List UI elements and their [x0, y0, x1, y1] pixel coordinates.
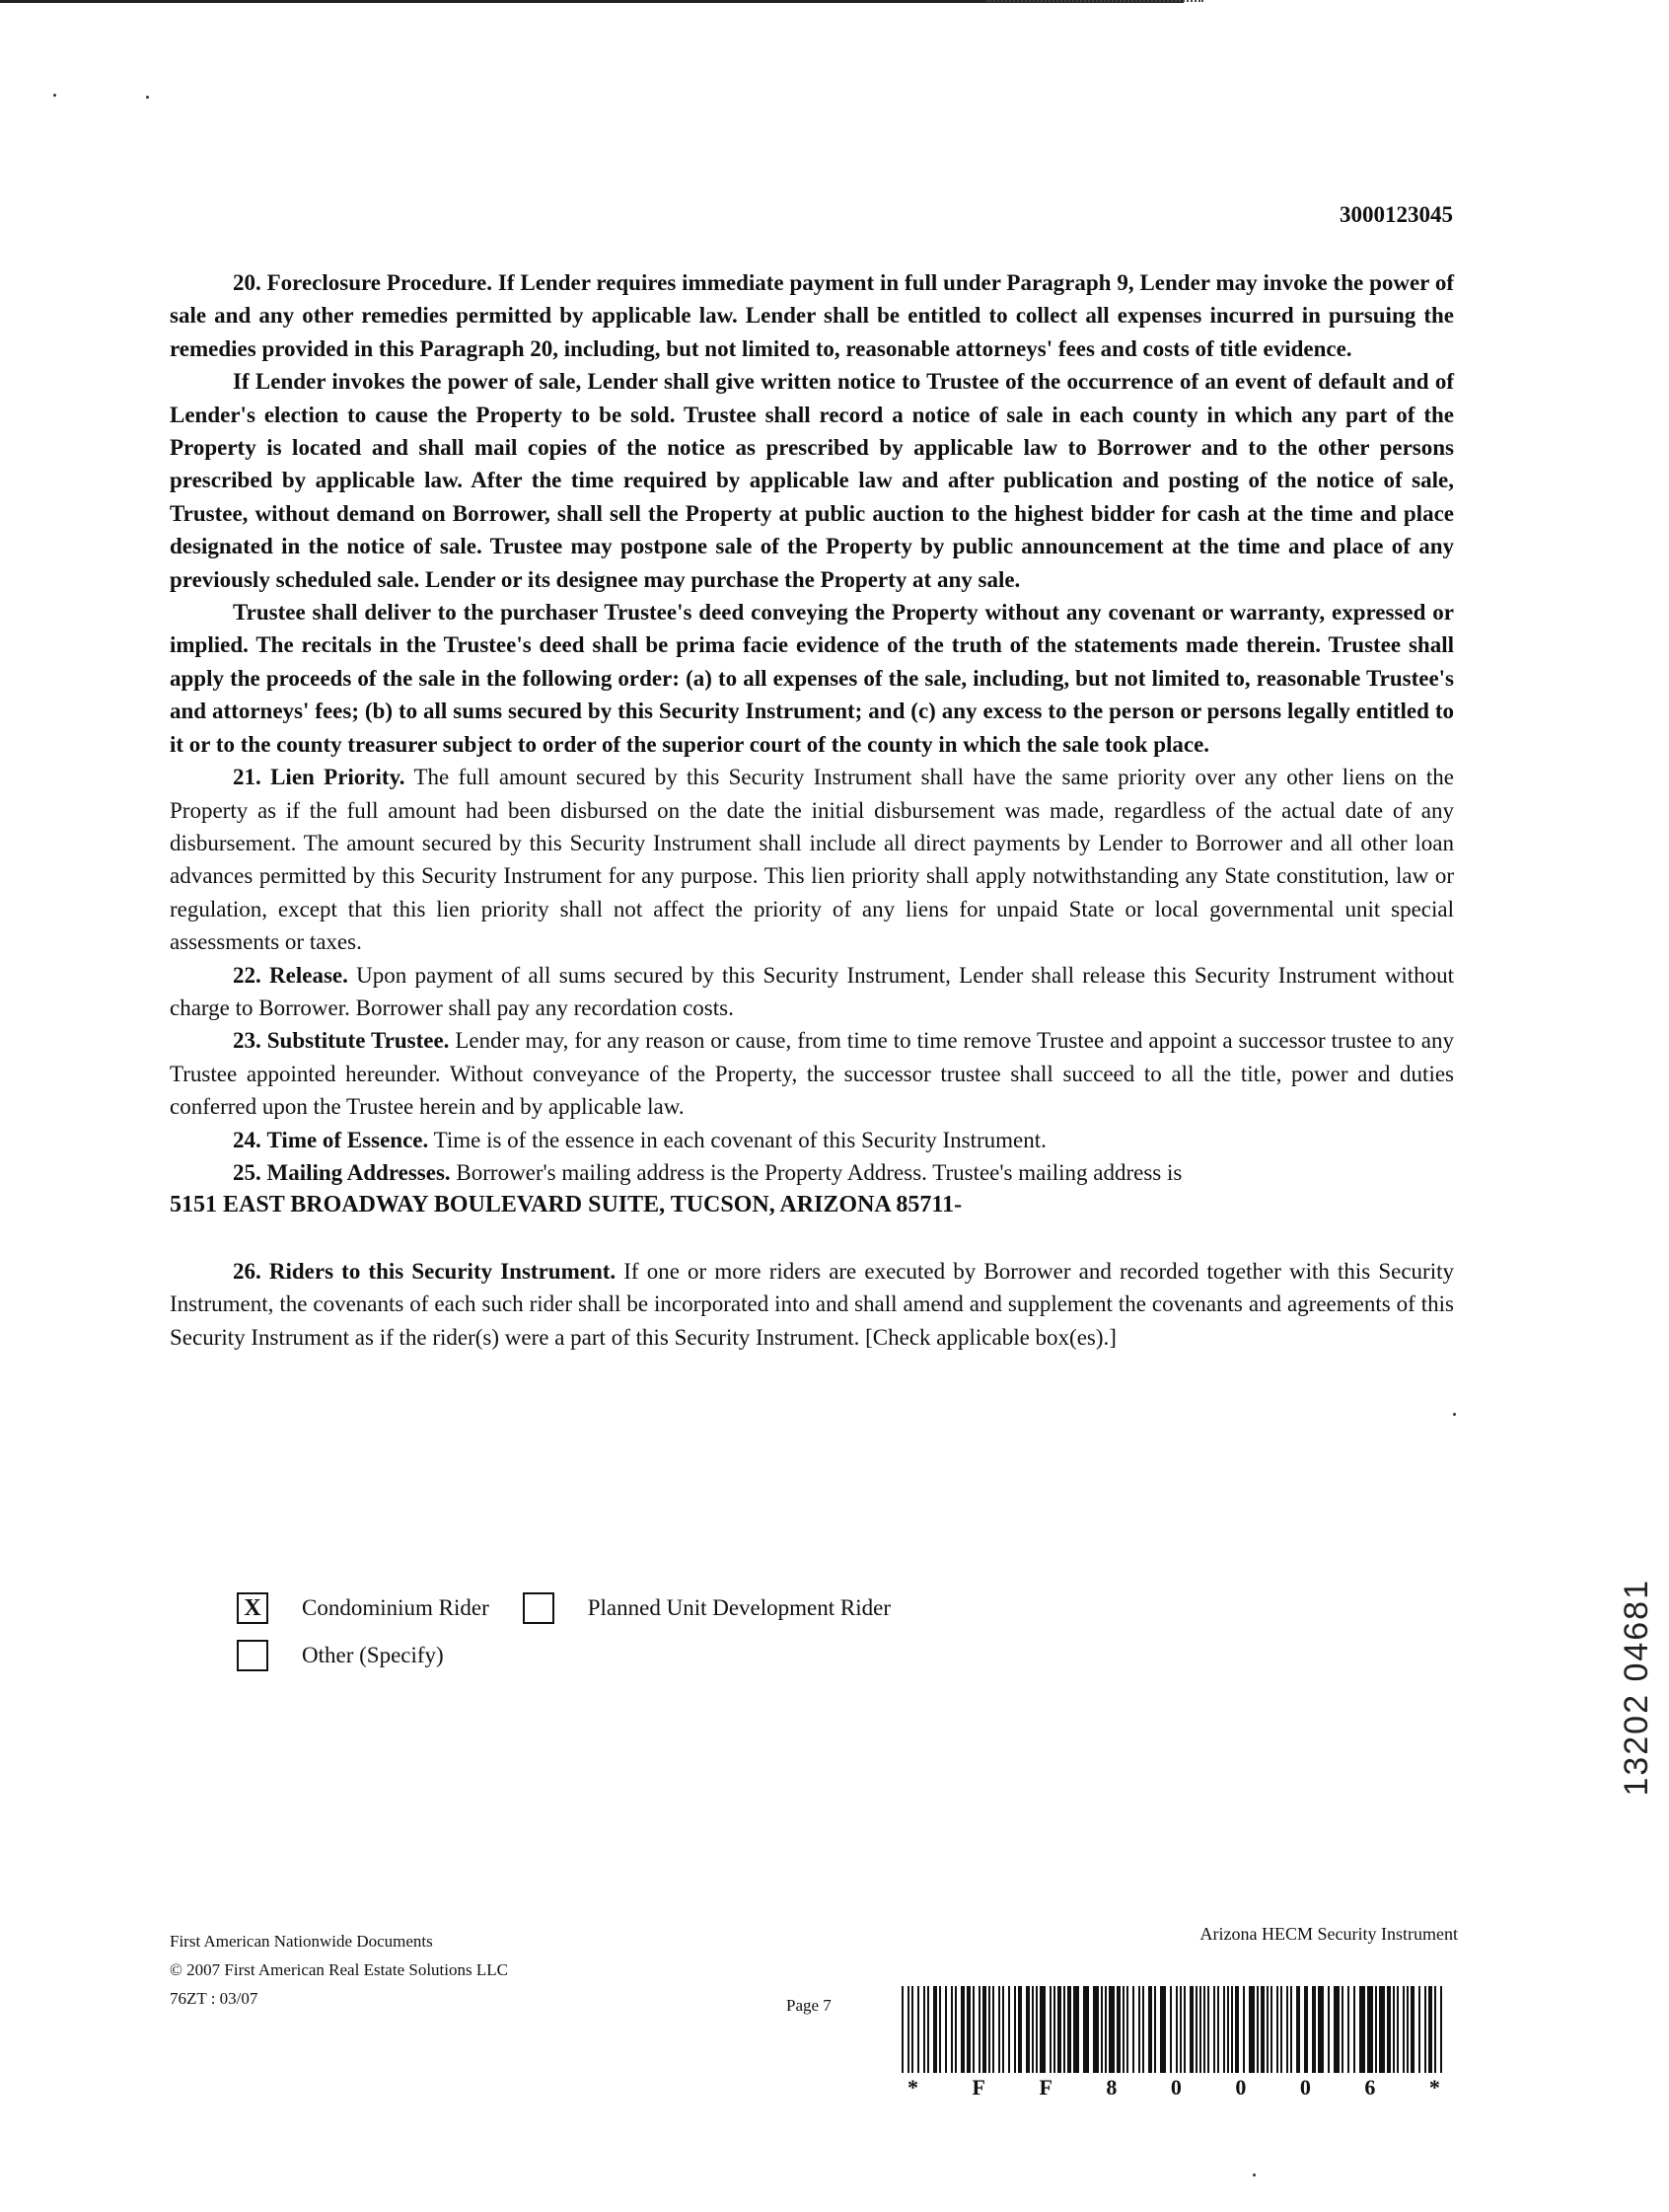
barcode-bar [1014, 1986, 1016, 2073]
barcode-bar [1040, 1986, 1046, 2073]
footer-publisher: First American Nationwide Documents [170, 1932, 433, 1951]
barcode-bar [1184, 1986, 1186, 2073]
barcode-bar [1057, 1986, 1061, 2073]
planned-unit-development-rider-checkbox[interactable] [523, 1592, 554, 1624]
barcode-bar [1207, 1986, 1209, 2073]
paragraph-heading: Foreclosure Procedure. [266, 270, 492, 295]
barcode-bar [911, 1986, 913, 2073]
barcode-bar [1199, 1986, 1201, 2073]
barcode-bar [1180, 1986, 1182, 2073]
document-body [170, 266, 1454, 1354]
barcode-bar [1132, 1986, 1134, 2073]
barcode-bar [961, 1986, 965, 2073]
barcode-bar [1138, 1986, 1140, 2073]
barcode-bar [1387, 1986, 1391, 2073]
barcode-bar [1342, 1986, 1343, 2073]
barcode-bar [1160, 1986, 1166, 2073]
paragraph-20 [170, 266, 1454, 365]
barcode-bar [1428, 1986, 1432, 2073]
paragraph-20-sale: If Lender invokes the power of sale, Lender shall give written notice to Trustee of the occurrence of an event of default and of Lender's election to cause the Property to be sold. Trustee shall record a notice of sale in each county in which any part of the Property is located and shall mail copies of the notice as prescribed by applicable law to Borrower and to the other persons prescribed by applicable law. After the time required by applicable law and after publication and posting of the notice of sale, Trustee, without demand on Borrower, shall sell the Property at public auction to the highest bidder for cash at the time and place designated in the notice of sale. Trustee may postpone sale of the Property by public announcement at the time and place of any previously scheduled sale. Lender or its designee may purchase the Property at any sale. [170, 369, 1454, 592]
barcode-bar [1036, 1986, 1038, 2073]
barcode-bar [923, 1986, 925, 2073]
barcode-bar [1243, 1986, 1245, 2073]
barcode-bar [992, 1986, 994, 2073]
barcode-bar [973, 1986, 975, 2073]
paragraph-text: If Lender requires immediate payment in full under Paragraph 9, Lender may invoke the power of sale and any other remedies permitted by applicable law. Lender shall be entitled to collect all expenses incurred in pursuing the remedies provided in this Paragraph 20, including, but not limited to, reasonable attorneys' fees and costs of title evidence. [170, 270, 1455, 361]
barcode-bar [1083, 1986, 1089, 2073]
barcode-bar [955, 1986, 957, 2073]
barcode [898, 1986, 1450, 2101]
paragraph-number: 20. [233, 270, 261, 295]
rider-checkboxes [237, 1585, 924, 1679]
barcode-bar [933, 1986, 937, 2073]
barcode-bar [1170, 1986, 1172, 2073]
barcode-bar [1249, 1986, 1255, 2073]
barcode-bar [927, 1986, 929, 2073]
barcode-bar [1008, 1986, 1010, 2073]
scan-speck [1453, 1413, 1456, 1416]
barcode-bar [907, 1986, 909, 2073]
condominium-rider-checkbox[interactable]: X [237, 1592, 268, 1624]
barcode-char: 8 [1106, 2075, 1118, 2100]
barcode-bar [1347, 1986, 1349, 2073]
footer-publisher-block [170, 1927, 508, 2013]
barcode-bar [1359, 1986, 1365, 2073]
barcode-bar [982, 1986, 986, 2073]
barcode-bar [1290, 1986, 1292, 2073]
barcode-bar [1227, 1986, 1229, 2073]
paragraph-number: 24. [233, 1127, 261, 1152]
barcode-bar [1063, 1986, 1065, 2073]
footer-form-title: Arizona HECM Security Instrument [1199, 1924, 1458, 1944]
barcode-bar [1126, 1986, 1128, 2073]
footer-copyright: © 2007 First American Real Estate Solutions LLC [170, 1960, 508, 1979]
barcode-bar [1257, 1986, 1259, 2073]
barcode-char: 0 [1170, 2075, 1182, 2100]
barcode-bar [1424, 1986, 1426, 2073]
barcode-bar [1231, 1986, 1233, 2073]
barcode-bar [1196, 1986, 1197, 2073]
paragraph-number: 23. [233, 1028, 261, 1054]
barcode-caption [898, 2075, 1450, 2101]
trustee-mailing-address: 5151 EAST BROADWAY BOULEVARD SUITE, TUCSON, ARIZONA 85711- [170, 1192, 963, 1218]
barcode-bar [1334, 1986, 1340, 2073]
barcode-bar [1213, 1986, 1215, 2073]
barcode-bar [1440, 1986, 1442, 2073]
paragraph-24 [170, 1124, 1454, 1156]
other-rider-checkbox[interactable] [237, 1640, 268, 1671]
recording-stamp: 13202 04681 [1618, 1579, 1655, 1797]
paragraph-heading: Mailing Addresses. [266, 1159, 451, 1185]
barcode-bar [1050, 1986, 1052, 2073]
paragraph-number: 25. [233, 1159, 261, 1185]
paragraph-heading: Release. [269, 962, 348, 988]
barcode-bar [1067, 1986, 1071, 2073]
paragraph-number: 22. [233, 962, 261, 988]
barcode-bar [1367, 1986, 1373, 2073]
paragraph-heading: Time of Essence. [266, 1127, 429, 1152]
barcode-bar [1375, 1986, 1377, 2073]
paragraph-number: 21. [233, 765, 261, 790]
barcode-bar [1123, 1986, 1125, 2073]
barcode-bar [1190, 1986, 1194, 2073]
barcode-bar [1353, 1986, 1355, 2073]
barcode-bar [1411, 1986, 1415, 2073]
barcode-bar [1142, 1986, 1144, 2073]
paragraph-heading: Lien Priority. [270, 765, 405, 790]
paragraph-20-deed: Trustee shall deliver to the purchaser Trustee's deed conveying the Property without any covenant or warranty, expressed or implied. The recitals in the Trustee's deed shall be prima facie evidence of the truth of the statements made therein. Trustee shall apply the proceeds of the sale in the following order: (a) to all expenses of the sale, including, but not limited to, reasonable Trustee's and attorneys' fees; (b) to all sums secured by this Security Instrument; and (c) any excess to the person or persons legally entitled to it or to the county treasurer subject to order of the superior court of the county in which the sale took place. [170, 600, 1454, 757]
barcode-bar [1270, 1986, 1272, 2073]
barcode-bar [967, 1986, 971, 2073]
barcode-bar [1176, 1986, 1178, 2073]
paragraph-heading: Riders to this Security Instrument. [268, 1258, 617, 1284]
barcode-bar [1203, 1986, 1205, 2073]
barcode-bar [1093, 1986, 1099, 2073]
barcode-char: 0 [1299, 2075, 1311, 2100]
barcode-bar [1109, 1986, 1115, 2073]
barcode-bar [1379, 1986, 1385, 2073]
barcode-bar [1304, 1986, 1308, 2073]
condominium-rider-label: Condominium Rider [302, 1595, 489, 1620]
barcode-bar [1267, 1986, 1269, 2073]
barcode-bar [1154, 1986, 1156, 2073]
footer-form-code: 76ZT : 03/07 [170, 1989, 258, 2008]
paragraph-25 [170, 1156, 1454, 1189]
rider-row [237, 1632, 924, 1679]
barcode-bar [1286, 1986, 1288, 2073]
barcode-char: * [1428, 2075, 1440, 2100]
barcode-bar [1318, 1986, 1324, 2073]
barcode-bar [1053, 1986, 1055, 2073]
paragraph-text: The full amount secured by this Security Instrument shall have the same priority over any other liens on the Property as if the full amount had been disbursed on the date the initial disbursement was made, regardless of the actual date of any disbursement. The amount secured by this Security Instrument shall include all direct payments by Lender to Borrower and all other loan advances permitted by this Security Instrument for any purpose. This lien priority shall apply notwithstanding any State constitution, law or regulation, except that this lien priority shall not affect the priority of any liens for unpaid State or local governmental unit special assessments or taxes. [170, 765, 1455, 955]
scan-speck [53, 94, 56, 97]
barcode-bar [1434, 1986, 1436, 2073]
barcode-bar [1328, 1986, 1330, 2073]
barcode-bar [1101, 1986, 1103, 2073]
other-rider-label: Other (Specify) [302, 1643, 444, 1667]
paragraph-21 [170, 761, 1454, 958]
barcode-bar [1148, 1986, 1152, 2073]
barcode-bar [902, 1986, 904, 2073]
barcode-bar [945, 1986, 947, 2073]
barcode-char: 0 [1235, 2075, 1247, 2100]
paragraph-text: Upon payment of all sums secured by this Security Instrument, Lender shall release this Security Instrument without charge to Borrower. Borrower shall pay any recordation costs. [170, 962, 1455, 1020]
barcode-char: * [907, 2075, 918, 2100]
barcode-bars [898, 1986, 1450, 2073]
paragraph-22 [170, 959, 1454, 1025]
barcode-char: F [1039, 2075, 1052, 2100]
barcode-bar [1276, 1986, 1278, 2073]
barcode-bar [998, 1986, 1000, 2073]
barcode-bar [1223, 1986, 1225, 2073]
barcode-bar [939, 1986, 941, 2073]
paragraph-heading: Substitute Trustee. [266, 1028, 450, 1054]
barcode-bar [1407, 1986, 1409, 2073]
paragraph-number: 26. [233, 1258, 261, 1284]
paragraph-23 [170, 1024, 1454, 1123]
barcode-bar [1217, 1986, 1219, 2073]
barcode-bar [951, 1986, 953, 2073]
barcode-bar [1105, 1986, 1107, 2073]
paragraph-text: Borrower's mailing address is the Property Address. Trustee's mailing address is [450, 1159, 1183, 1185]
barcode-bar [1403, 1986, 1405, 2073]
planned-unit-development-rider-label: Planned Unit Development Rider [587, 1595, 891, 1620]
paragraph-26 [170, 1255, 1454, 1354]
barcode-bar [917, 1986, 919, 2073]
footer-page-number: Page 7 [786, 1996, 832, 2015]
scan-speck [146, 96, 149, 99]
barcode-bar [1117, 1986, 1121, 2073]
barcode-char: 6 [1364, 2075, 1376, 2100]
paragraph-text: Lender may, for any reason or cause, from time to time remove Trustee and appoint a successor trustee to any Trustee appointed hereunder. Without conveyance of the Property, the successor trustee shall succeed to all the title, power and duties conferred upon the Trustee herein and by applicable law. [170, 1028, 1454, 1120]
barcode-bar [1018, 1986, 1022, 2073]
barcode-bar [1393, 1986, 1395, 2073]
barcode-bar [1296, 1986, 1300, 2073]
paragraph-text: Time is of the essence in each covenant of this Security Instrument. [428, 1127, 1047, 1152]
scan-speck [1253, 2174, 1256, 2176]
spacer [170, 1222, 1454, 1255]
barcode-bar [1261, 1986, 1265, 2073]
barcode-bar [1397, 1986, 1399, 2073]
barcode-bar [1073, 1986, 1079, 2073]
barcode-bar [1312, 1986, 1316, 2073]
scan-top-border-dotted [986, 0, 1203, 4]
barcode-bar [979, 1986, 980, 2073]
loan-number: 3000123045 [1340, 202, 1453, 227]
barcode-bar [1235, 1986, 1239, 2073]
rider-row [237, 1585, 924, 1632]
barcode-bar [988, 1986, 990, 2073]
paragraph-text: If one or more riders are executed by Borrower and recorded together with this Security Instrument, the covenants of each such rider shall be incorporated into and shall amend and supplement the covenants and agreements of this Security Instrument as if the rider(s) were a part of this Security Instrument. [Check applicable box(es).] [170, 1258, 1454, 1350]
barcode-bar [1418, 1986, 1420, 2073]
barcode-bar [1002, 1986, 1004, 2073]
barcode-char: F [972, 2075, 985, 2100]
barcode-bar [1026, 1986, 1030, 2073]
barcode-bar [1280, 1986, 1282, 2073]
barcode-bar [1032, 1986, 1034, 2073]
